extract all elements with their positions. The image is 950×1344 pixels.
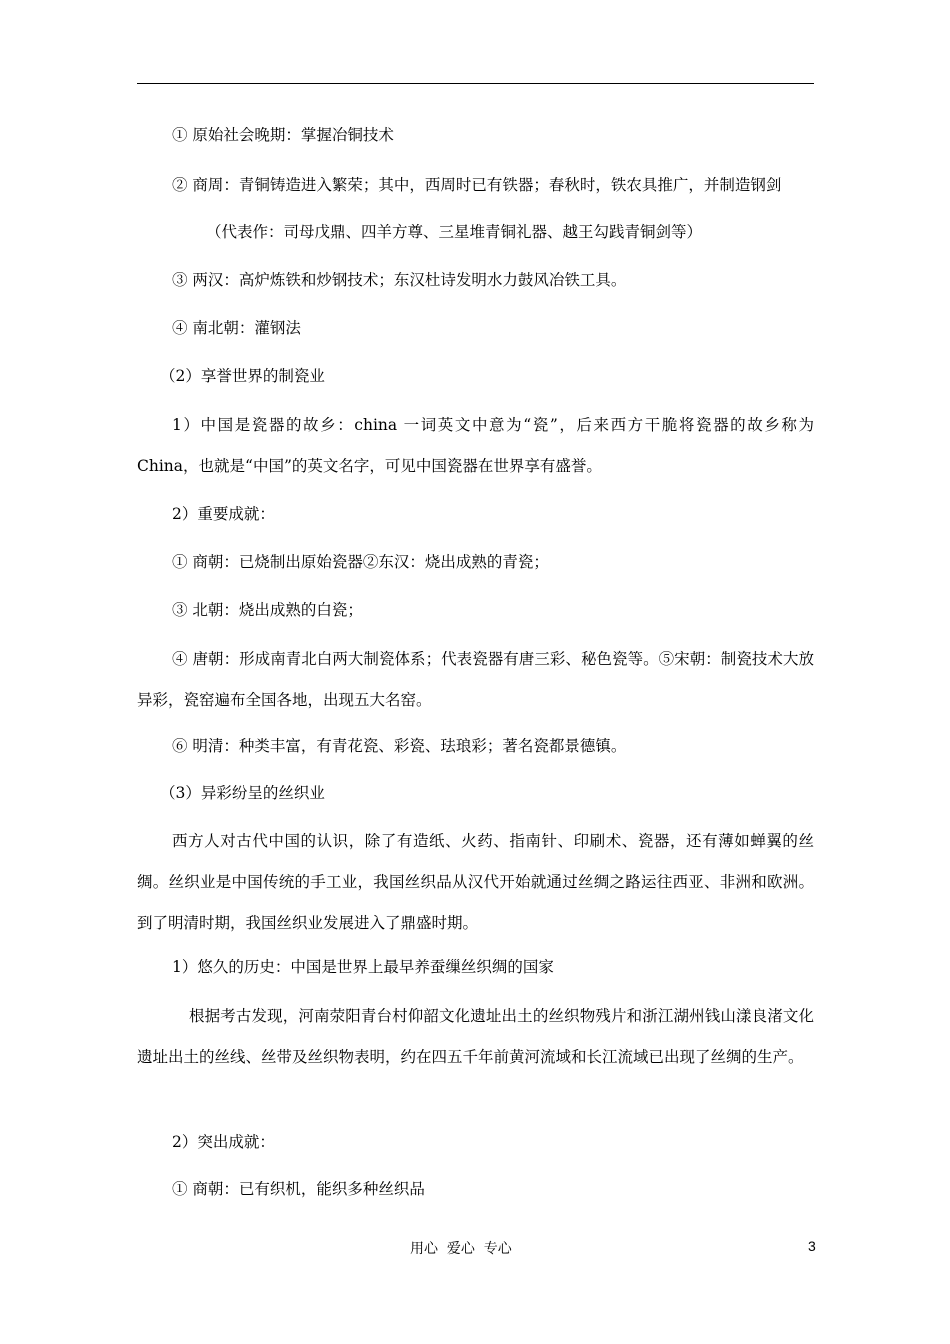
- paragraph-iron-han: ③ 两汉：高炉炼铁和炒钢技术；东汉杜诗发明水力鼓风冶铁工具。: [172, 271, 627, 289]
- paragraph-bronze-primitive: ① 原始社会晚期：掌握冶铜技术: [172, 126, 394, 144]
- paragraph-silk-history-heading: 1）悠久的历史：中国是世界上最早养蚕缫丝织绸的国家: [172, 958, 554, 976]
- paragraph-bronze-shangzhou: ② 商周：青铜铸造进入繁荣；其中，西周时已有铁器；春秋时，铁农具推广，并制造钢剑: [172, 176, 782, 194]
- section-heading-silk: （3）异彩纷呈的丝织业: [160, 784, 325, 802]
- section-heading-porcelain: （2）享誉世界的制瓷业: [160, 367, 325, 385]
- paragraph-steel-nanbei: ④ 南北朝：灌钢法: [172, 319, 301, 337]
- paragraph-silk-achievements-heading: 2）突出成就：: [172, 1133, 275, 1151]
- footer-motto: 用心 爱心 专心: [410, 1241, 512, 1257]
- paragraph-silk-shang: ① 商朝：已有织机，能织多种丝织品: [172, 1180, 425, 1198]
- paragraph-silk-archaeology: 根据考古发现，河南荥阳青台村仰韶文化遗址出土的丝织物残片和浙江湖州钱山漾良渚文化遗址出土的丝线、丝带及丝织物表明，约在四五千年前黄河流域和长江流域已出现了丝绸的生产。: [137, 1007, 814, 1066]
- paragraph-silk-intro: 西方人对古代中国的认识，除了有造纸、火药、指南针、印刷术、瓷器，还有薄如蝉翼的丝绸。丝织业是中国传统的手工业，我国丝织品从汉代开始就通过丝绸之路运往西亚、非洲和欧洲。到了明清时期，我国丝织业发展进入了鼎盛时期。: [137, 832, 814, 932]
- paragraph-porcelain-beichao: ③ 北朝：烧出成熟的白瓷；: [172, 601, 363, 619]
- paragraph-porcelain-mingqing: ⑥ 明清：种类丰富，有青花瓷、彩瓷、珐琅彩；著名瓷都景德镇。: [172, 737, 627, 755]
- paragraph-porcelain-tang-song: ④ 唐朝：形成南青北白两大制瓷体系；代表瓷器有唐三彩、秘色瓷等。⑤宋朝：制瓷技术大放异彩，瓷窑遍布全国各地，出现五大名窑。: [137, 650, 814, 709]
- paragraph-porcelain-achievements-heading: 2）重要成就：: [172, 505, 275, 523]
- paragraph-bronze-masterpieces: （代表作：司母戊鼎、四羊方尊、三星堆青铜礼器、越王勾践青铜剑等）: [206, 223, 703, 241]
- page-number: 3: [808, 1238, 816, 1254]
- paragraph-porcelain-shang: ① 商朝：已烧制出原始瓷器②东汉：烧出成熟的青瓷；: [172, 553, 549, 571]
- paragraph-porcelain-homeland: [137, 405, 814, 487]
- header-rule: [137, 83, 814, 84]
- paragraph-porcelain-homeland-text: 1）中国是瓷器的故乡：china 一词英文中意为“瓷”，后来西方干脆将瓷器的故乡称为China，也就是“中国”的英文名字，可见中国瓷器在世界享有盛誉。: [137, 416, 814, 475]
